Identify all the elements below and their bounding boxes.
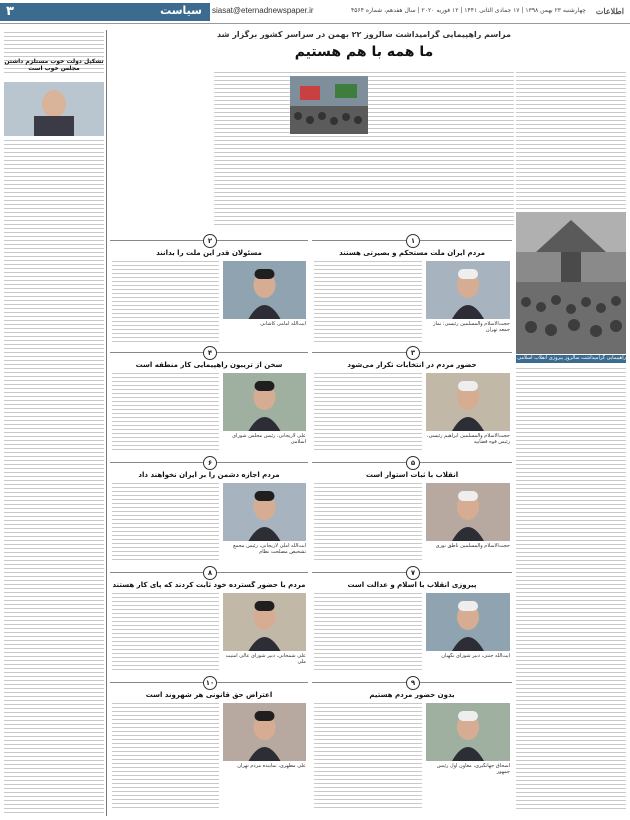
article-box bbox=[312, 679, 512, 817]
article-photo-caption: علی مطهری، نماینده مردم تهران bbox=[237, 763, 306, 769]
article-box bbox=[110, 237, 308, 349]
article-box bbox=[312, 349, 512, 459]
article-photo-caption: حجت‌الاسلام والمسلمین ناطق نوری bbox=[435, 543, 510, 549]
lead-photo-rally bbox=[516, 212, 626, 354]
article-title: پیروزی انقلاب با اسلام و عدالت است bbox=[347, 581, 477, 589]
article-body-text bbox=[314, 703, 422, 813]
article-portrait bbox=[223, 373, 306, 431]
article-portrait bbox=[223, 703, 306, 761]
date-line: چهارشنبه ۲۳ بهمن ۱۳۹۸ | ۱۷ جمادی الثانی ۱۴۴۱ | ۱۲ فوریه ۲۰۲۰ | سال هفدهم، شماره ۴۵۶۴ bbox=[351, 7, 586, 14]
lead-headline: ما همه با هم هستیم bbox=[294, 44, 434, 60]
article-number-badge: ۱۰ bbox=[203, 676, 217, 690]
article-body-text bbox=[112, 703, 219, 813]
article-number-badge: ۶ bbox=[203, 456, 217, 470]
article-number-badge: ۸ bbox=[203, 566, 217, 580]
article-photo-caption: حجت‌الاسلام والمسلمین ابراهیم رئیسی، رئیس قوه قضاییه bbox=[426, 433, 510, 445]
section-email[interactable]: siasat@eternadnewspaper.ir bbox=[212, 6, 314, 15]
lead-kicker: مراسم راهپیمایی گرامیداشت سالروز ۲۲ بهمن در سراسر کشور برگزار شد bbox=[217, 30, 511, 39]
article-number-badge: ۹ bbox=[406, 676, 420, 690]
article-portrait bbox=[223, 593, 306, 651]
article-body-text bbox=[112, 593, 219, 675]
article-portrait bbox=[426, 373, 510, 431]
article-photo-caption: اسحاق جهانگیری، معاون اول رئیس جمهور bbox=[436, 763, 510, 775]
article-box bbox=[110, 569, 308, 679]
article-number-badge: ۲ bbox=[203, 234, 217, 248]
article-box bbox=[110, 349, 308, 459]
article-body-text bbox=[314, 261, 422, 345]
article-number-badge: ۳ bbox=[406, 346, 420, 360]
article-title: بدون حضور مردم هستیم bbox=[369, 691, 455, 699]
article-number-badge: ۵ bbox=[406, 456, 420, 470]
article-box bbox=[312, 569, 512, 679]
article-body-text bbox=[112, 373, 219, 455]
header-rule bbox=[0, 23, 630, 24]
article-portrait bbox=[426, 703, 510, 761]
article-title: مسئولان قدر این ملت را بدانند bbox=[156, 249, 262, 257]
article-photo-caption: علی شمخانی، دبیر شورای عالی امنیت ملی bbox=[225, 653, 306, 665]
article-portrait bbox=[426, 483, 510, 541]
article-body-text bbox=[314, 483, 422, 565]
left-column-body bbox=[4, 140, 104, 816]
section-title: سیاست bbox=[160, 4, 202, 17]
article-number-badge: ۴ bbox=[203, 346, 217, 360]
left-column-divider bbox=[106, 30, 107, 816]
article-title: مردم ایران ملت مستحکم و بصیرتی هستند bbox=[339, 249, 485, 257]
article-box bbox=[110, 459, 308, 569]
article-title: انقلاب با ثبات استوار است bbox=[365, 471, 459, 479]
article-body-text bbox=[314, 373, 422, 455]
crowd-photo bbox=[290, 76, 368, 134]
article-body-text bbox=[112, 483, 219, 565]
page-header bbox=[0, 0, 630, 24]
article-portrait bbox=[426, 261, 510, 319]
article-title: اعتراض حق قانونی هر شهروند است bbox=[145, 691, 273, 699]
article-portrait bbox=[223, 261, 306, 319]
article-body-text bbox=[112, 261, 219, 345]
article-title: سخن از تریبون راهپیمایی کار منطقه است bbox=[135, 361, 283, 369]
article-number-badge: ۱ bbox=[406, 234, 420, 248]
article-portrait bbox=[223, 483, 306, 541]
article-photo-caption: علی لاریجانی، رئیس مجلس شورای اسلامی bbox=[232, 433, 306, 445]
article-number-badge: ۷ bbox=[406, 566, 420, 580]
article-title: حضور مردم در انتخابات تکرار می‌شود bbox=[347, 361, 477, 369]
newspaper-logo: اطلاعات bbox=[595, 6, 624, 16]
article-body-text bbox=[314, 593, 422, 675]
article-photo-caption: حجت‌الاسلام والمسلمین رئیسی: نماز جمعه تهران bbox=[433, 321, 510, 333]
left-headline: تشکیل دولت خوب مستلزم داشتن مجلس خوب است bbox=[4, 58, 104, 72]
article-title: مردم اجازه دشمن را بر ایران نخواهند داد bbox=[138, 471, 280, 479]
article-box bbox=[312, 237, 512, 349]
article-portrait bbox=[426, 593, 510, 651]
page-number: ۳ bbox=[6, 4, 14, 19]
article-photo-caption: آیت‌الله امامی کاشانی bbox=[260, 321, 306, 327]
section-band bbox=[0, 3, 210, 21]
left-portrait bbox=[4, 82, 104, 136]
lead-photo-caption: راهپیمایی گرامیداشت سالروز پیروزی انقلاب اسلامی bbox=[517, 355, 626, 361]
article-photo-caption: آیت‌الله جنتی، دبیر شورای نگهبان bbox=[441, 653, 510, 659]
article-box bbox=[110, 679, 308, 817]
article-box bbox=[312, 459, 512, 569]
article-title: مردم با حضور گسترده خود ثابت کردند که پای کار هستند bbox=[112, 581, 306, 589]
article-photo-caption: آیت‌الله آملی لاریجانی، رئیس مجمع تشخیص مصلحت نظام bbox=[233, 543, 306, 555]
lead-text-bottom bbox=[516, 368, 626, 816]
